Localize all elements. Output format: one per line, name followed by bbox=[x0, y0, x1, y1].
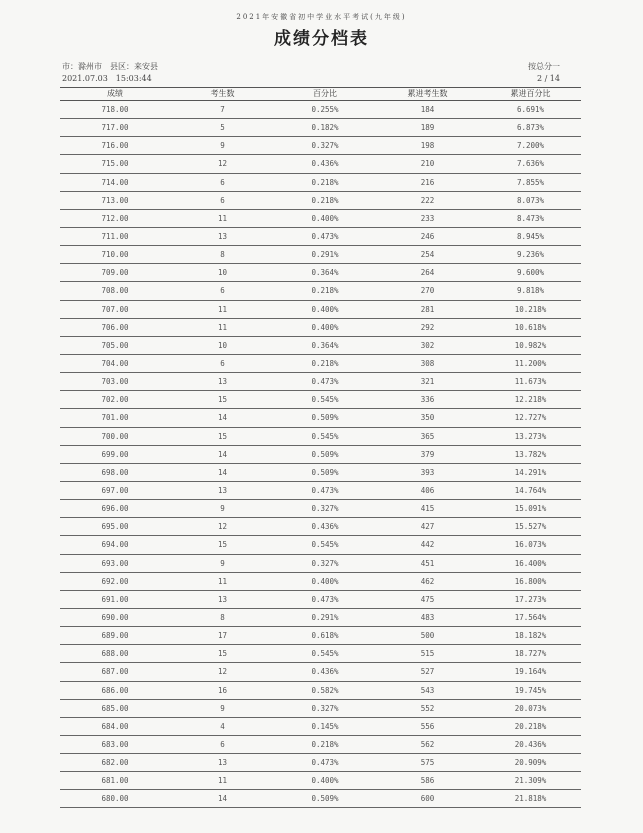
cell-count: 5 bbox=[220, 123, 225, 133]
cell-cumulative-percent: 12.727% bbox=[514, 413, 547, 423]
cell-cumulative-count: 222 bbox=[420, 195, 435, 205]
cell-percent: 0.545% bbox=[311, 540, 339, 550]
cell-cumulative-percent: 12.218% bbox=[514, 395, 547, 405]
cell-percent: 0.218% bbox=[311, 195, 339, 205]
cell-percent: 0.545% bbox=[311, 395, 339, 405]
meta-left bbox=[62, 61, 158, 85]
cell-score: 699.00 bbox=[101, 449, 129, 459]
cell-cumulative-count: 292 bbox=[420, 322, 435, 332]
cell-percent: 0.545% bbox=[311, 431, 339, 441]
cell-cumulative-percent: 16.800% bbox=[514, 576, 547, 586]
cell-count: 8 bbox=[220, 250, 225, 260]
cell-percent: 0.509% bbox=[311, 467, 339, 477]
cell-percent: 0.509% bbox=[311, 413, 339, 423]
table-row bbox=[60, 682, 581, 700]
cell-percent: 0.364% bbox=[311, 340, 339, 350]
cell-cumulative-percent: 9.236% bbox=[516, 250, 545, 260]
exam-subtitle: 2021年安徽省初中学业水平考试(九年级) bbox=[236, 13, 407, 21]
cell-score: 710.00 bbox=[101, 250, 129, 260]
cell-cumulative-percent: 6.873% bbox=[516, 123, 545, 133]
cell-percent: 0.473% bbox=[311, 594, 339, 604]
cell-percent: 0.327% bbox=[311, 558, 339, 568]
cell-percent: 0.218% bbox=[311, 286, 339, 296]
table-row bbox=[60, 736, 581, 754]
cell-percent: 0.145% bbox=[311, 721, 339, 731]
page-title: 成绩分档表 bbox=[274, 29, 369, 49]
cell-cumulative-percent: 18.182% bbox=[514, 631, 547, 641]
cell-percent: 0.618% bbox=[311, 631, 339, 641]
cell-score: 708.00 bbox=[101, 286, 129, 296]
cell-percent: 0.400% bbox=[311, 776, 339, 786]
cell-score: 706.00 bbox=[101, 322, 129, 332]
cell-count: 10 bbox=[217, 268, 228, 278]
cell-score: 702.00 bbox=[101, 395, 129, 405]
page-number: 2 / 14 bbox=[536, 74, 560, 83]
table-row bbox=[60, 373, 581, 391]
cell-cumulative-count: 254 bbox=[420, 250, 435, 260]
cell-cumulative-percent: 9.818% bbox=[516, 286, 545, 296]
cell-cumulative-count: 393 bbox=[420, 467, 435, 477]
cell-percent: 0.400% bbox=[311, 576, 339, 586]
cell-count: 10 bbox=[217, 340, 228, 350]
table-row bbox=[60, 228, 581, 246]
cell-percent: 0.182% bbox=[311, 123, 339, 133]
table-row bbox=[60, 609, 581, 627]
cell-cumulative-percent: 21.309% bbox=[514, 776, 547, 786]
cell-cumulative-count: 350 bbox=[420, 413, 435, 423]
cell-cumulative-count: 189 bbox=[420, 123, 435, 133]
cell-score: 713.00 bbox=[101, 195, 129, 205]
cell-percent: 0.545% bbox=[311, 649, 339, 659]
cell-score: 718.00 bbox=[101, 105, 129, 115]
table-row bbox=[60, 210, 581, 228]
cell-cumulative-percent: 20.073% bbox=[514, 703, 547, 713]
cell-cumulative-count: 451 bbox=[420, 558, 435, 568]
cell-count: 13 bbox=[217, 758, 228, 768]
cell-cumulative-count: 562 bbox=[420, 739, 435, 749]
cell-cumulative-count: 216 bbox=[420, 177, 435, 187]
cell-count: 14 bbox=[217, 467, 228, 477]
cell-percent: 0.509% bbox=[311, 449, 339, 459]
region-label: 市：滁州市 县区：来安县 bbox=[62, 62, 158, 71]
table-row bbox=[60, 573, 581, 591]
cell-percent: 0.473% bbox=[311, 232, 339, 242]
cell-count: 11 bbox=[217, 213, 228, 223]
cell-cumulative-percent: 13.273% bbox=[514, 431, 547, 441]
cell-count: 12 bbox=[217, 159, 228, 169]
cell-score: 716.00 bbox=[101, 141, 129, 151]
table-row bbox=[60, 137, 581, 155]
table-row bbox=[60, 591, 581, 609]
cell-count: 13 bbox=[217, 594, 228, 604]
table-row bbox=[60, 790, 581, 808]
cell-cumulative-percent: 8.945% bbox=[516, 232, 545, 242]
cell-cumulative-count: 543 bbox=[420, 685, 435, 695]
cell-cumulative-count: 308 bbox=[420, 359, 435, 369]
cell-percent: 0.400% bbox=[311, 213, 339, 223]
table-row bbox=[60, 518, 581, 536]
header-count: 考生数 bbox=[210, 89, 235, 98]
cell-percent: 0.291% bbox=[311, 250, 339, 260]
cell-count: 11 bbox=[217, 576, 228, 586]
cell-percent: 0.255% bbox=[311, 105, 339, 115]
cell-score: 692.00 bbox=[101, 576, 129, 586]
cell-cumulative-count: 336 bbox=[420, 395, 435, 405]
cell-cumulative-percent: 15.091% bbox=[514, 504, 547, 514]
cell-cumulative-percent: 11.673% bbox=[514, 377, 547, 387]
cell-cumulative-count: 600 bbox=[420, 794, 435, 804]
table-row bbox=[60, 500, 581, 518]
cell-score: 703.00 bbox=[101, 377, 129, 387]
cell-score: 695.00 bbox=[101, 522, 129, 532]
cell-cumulative-count: 184 bbox=[420, 105, 435, 115]
cell-percent: 0.218% bbox=[311, 177, 339, 187]
cell-count: 15 bbox=[217, 649, 228, 659]
table-row bbox=[60, 409, 581, 427]
cell-percent: 0.364% bbox=[311, 268, 339, 278]
table-row bbox=[60, 282, 581, 300]
cell-score: 709.00 bbox=[101, 268, 129, 278]
cell-cumulative-count: 527 bbox=[420, 667, 435, 677]
cell-percent: 0.327% bbox=[311, 703, 339, 713]
table-row bbox=[60, 355, 581, 373]
cell-score: 712.00 bbox=[101, 213, 129, 223]
cell-score: 681.00 bbox=[101, 776, 129, 786]
cell-cumulative-count: 586 bbox=[420, 776, 435, 786]
cell-count: 17 bbox=[217, 631, 228, 641]
cell-score: 715.00 bbox=[101, 159, 129, 169]
table-row bbox=[60, 337, 581, 355]
cell-count: 6 bbox=[220, 177, 225, 187]
cell-cumulative-count: 321 bbox=[420, 377, 435, 387]
header-cumulative-count: 累进考生数 bbox=[407, 89, 448, 98]
timestamp: 2021.07.03 15:03:44 bbox=[62, 74, 152, 83]
cell-cumulative-percent: 10.982% bbox=[514, 340, 547, 350]
table-row bbox=[60, 119, 581, 137]
table-row bbox=[60, 319, 581, 337]
cell-cumulative-count: 210 bbox=[420, 159, 435, 169]
header-score: 成绩 bbox=[107, 89, 123, 98]
cell-cumulative-percent: 11.200% bbox=[514, 359, 547, 369]
cell-count: 13 bbox=[217, 377, 228, 387]
cell-score: 696.00 bbox=[101, 504, 129, 514]
cell-count: 11 bbox=[217, 304, 228, 314]
cell-cumulative-count: 246 bbox=[420, 232, 435, 242]
table-row bbox=[60, 264, 581, 282]
cell-score: 690.00 bbox=[101, 613, 129, 622]
cell-count: 13 bbox=[217, 486, 228, 496]
cell-count: 14 bbox=[217, 449, 228, 459]
cell-score: 694.00 bbox=[101, 540, 129, 550]
cell-score: 687.00 bbox=[101, 667, 129, 677]
cell-score: 682.00 bbox=[101, 758, 129, 768]
cell-cumulative-count: 556 bbox=[420, 721, 435, 731]
table-row bbox=[60, 301, 581, 319]
cell-count: 14 bbox=[217, 413, 228, 423]
cell-percent: 0.436% bbox=[311, 159, 339, 169]
cell-cumulative-percent: 20.218% bbox=[514, 721, 547, 731]
cell-percent: 0.509% bbox=[311, 794, 339, 804]
cell-cumulative-count: 427 bbox=[420, 522, 435, 532]
table-row bbox=[60, 174, 581, 192]
table-header bbox=[60, 88, 581, 100]
header-percent: 百分比 bbox=[313, 89, 337, 98]
cell-percent: 0.400% bbox=[311, 322, 339, 332]
cell-cumulative-percent: 8.473% bbox=[516, 213, 545, 223]
table-row bbox=[60, 754, 581, 772]
cell-percent: 0.436% bbox=[311, 522, 339, 532]
cell-score: 701.00 bbox=[101, 413, 129, 423]
cell-cumulative-percent: 10.618% bbox=[514, 322, 547, 332]
cell-cumulative-count: 462 bbox=[420, 576, 435, 586]
cell-score: 697.00 bbox=[101, 486, 129, 496]
cell-count: 7 bbox=[220, 105, 225, 115]
cell-score: 704.00 bbox=[101, 359, 129, 369]
cell-count: 6 bbox=[220, 286, 225, 296]
cell-cumulative-percent: 8.073% bbox=[516, 195, 545, 205]
cell-percent: 0.218% bbox=[311, 359, 339, 369]
cell-cumulative-percent: 6.691% bbox=[516, 105, 545, 115]
cell-count: 11 bbox=[217, 776, 228, 786]
cell-percent: 0.582% bbox=[311, 685, 339, 695]
cell-count: 15 bbox=[217, 540, 228, 550]
cell-cumulative-count: 475 bbox=[420, 594, 435, 604]
cell-cumulative-percent: 17.273% bbox=[514, 594, 547, 604]
cell-cumulative-percent: 7.200% bbox=[516, 141, 545, 151]
cell-count: 6 bbox=[220, 359, 225, 369]
cell-cumulative-percent: 13.782% bbox=[514, 449, 547, 459]
cell-cumulative-percent: 16.073% bbox=[514, 540, 547, 550]
table-row bbox=[60, 428, 581, 446]
cell-score: 698.00 bbox=[101, 467, 129, 477]
cell-count: 6 bbox=[220, 739, 225, 749]
cell-count: 13 bbox=[217, 232, 228, 242]
cell-percent: 0.291% bbox=[311, 613, 339, 622]
cell-cumulative-percent: 19.164% bbox=[514, 667, 547, 677]
cell-count: 9 bbox=[220, 703, 225, 713]
cell-percent: 0.400% bbox=[311, 304, 339, 314]
cell-cumulative-count: 406 bbox=[420, 486, 435, 496]
cell-score: 691.00 bbox=[101, 594, 129, 604]
table-row bbox=[60, 482, 581, 500]
table-row bbox=[60, 772, 581, 790]
cell-percent: 0.436% bbox=[311, 667, 339, 677]
cell-score: 707.00 bbox=[101, 304, 129, 314]
table-row bbox=[60, 464, 581, 482]
cell-percent: 0.327% bbox=[311, 504, 339, 514]
cell-score: 700.00 bbox=[101, 431, 129, 441]
cell-cumulative-count: 379 bbox=[420, 449, 435, 459]
cell-count: 11 bbox=[217, 322, 228, 332]
cell-cumulative-percent: 21.818% bbox=[514, 794, 547, 804]
cell-cumulative-count: 264 bbox=[420, 268, 435, 278]
cell-score: 688.00 bbox=[101, 649, 129, 659]
cell-count: 9 bbox=[220, 141, 225, 151]
cell-score: 680.00 bbox=[101, 794, 129, 804]
table-row bbox=[60, 645, 581, 663]
cell-percent: 0.327% bbox=[311, 141, 339, 151]
cell-cumulative-count: 365 bbox=[420, 431, 435, 441]
cell-score: 714.00 bbox=[101, 177, 129, 187]
cell-count: 15 bbox=[217, 431, 228, 441]
cell-cumulative-percent: 14.291% bbox=[514, 467, 547, 477]
cell-cumulative-percent: 19.745% bbox=[514, 685, 547, 695]
cell-score: 717.00 bbox=[101, 123, 129, 133]
table-row bbox=[60, 155, 581, 173]
table-row bbox=[60, 391, 581, 409]
cell-cumulative-percent: 16.400% bbox=[514, 558, 547, 568]
cell-score: 711.00 bbox=[101, 232, 129, 242]
cell-cumulative-count: 552 bbox=[420, 703, 435, 713]
cell-cumulative-percent: 15.527% bbox=[514, 522, 547, 532]
cell-count: 9 bbox=[220, 504, 225, 514]
meta-right bbox=[528, 61, 560, 85]
cell-cumulative-count: 575 bbox=[420, 758, 435, 768]
cell-cumulative-percent: 20.436% bbox=[514, 739, 547, 749]
table-row bbox=[60, 446, 581, 464]
cell-cumulative-percent: 18.727% bbox=[514, 649, 547, 659]
cell-score: 689.00 bbox=[101, 631, 129, 641]
cell-score: 705.00 bbox=[101, 340, 129, 350]
cell-cumulative-percent: 10.218% bbox=[514, 304, 547, 314]
cell-count: 16 bbox=[217, 685, 228, 695]
cell-cumulative-count: 198 bbox=[420, 141, 435, 151]
cell-cumulative-percent: 7.636% bbox=[516, 159, 545, 169]
table-row bbox=[60, 101, 581, 119]
cell-cumulative-count: 442 bbox=[420, 540, 435, 550]
cell-cumulative-count: 281 bbox=[420, 304, 435, 314]
cell-score: 685.00 bbox=[101, 703, 129, 713]
cell-cumulative-count: 270 bbox=[420, 286, 435, 296]
cell-cumulative-percent: 14.764% bbox=[514, 486, 547, 496]
cell-count: 9 bbox=[220, 558, 225, 568]
header-cumulative-percent: 累进百分比 bbox=[510, 89, 551, 98]
cell-score: 683.00 bbox=[101, 739, 129, 749]
cell-percent: 0.473% bbox=[311, 486, 339, 496]
cell-score: 693.00 bbox=[101, 558, 129, 568]
cell-score: 684.00 bbox=[101, 721, 129, 731]
sort-label: 按总分一 bbox=[528, 62, 560, 71]
cell-cumulative-percent: 17.564% bbox=[514, 613, 547, 622]
table-row bbox=[60, 700, 581, 718]
cell-cumulative-percent: 9.600% bbox=[516, 268, 545, 278]
table-row bbox=[60, 246, 581, 264]
cell-count: 15 bbox=[217, 395, 228, 405]
cell-cumulative-count: 302 bbox=[420, 340, 435, 350]
cell-cumulative-count: 483 bbox=[420, 613, 435, 622]
cell-score: 686.00 bbox=[101, 685, 129, 695]
cell-cumulative-count: 233 bbox=[420, 213, 435, 223]
table-row bbox=[60, 663, 581, 681]
table-row bbox=[60, 192, 581, 210]
cell-count: 8 bbox=[220, 613, 225, 622]
cell-percent: 0.473% bbox=[311, 377, 339, 387]
cell-count: 4 bbox=[220, 721, 225, 731]
table-row bbox=[60, 718, 581, 736]
cell-cumulative-count: 515 bbox=[420, 649, 435, 659]
table-row bbox=[60, 555, 581, 573]
table-row bbox=[60, 536, 581, 554]
cell-count: 14 bbox=[217, 794, 228, 804]
cell-percent: 0.218% bbox=[311, 739, 339, 749]
cell-cumulative-percent: 7.855% bbox=[516, 177, 545, 187]
cell-count: 6 bbox=[220, 195, 225, 205]
cell-cumulative-percent: 20.909% bbox=[514, 758, 547, 768]
cell-count: 12 bbox=[217, 667, 228, 677]
table-row bbox=[60, 627, 581, 645]
cell-cumulative-count: 415 bbox=[420, 504, 435, 514]
cell-count: 12 bbox=[217, 522, 228, 532]
cell-cumulative-count: 500 bbox=[420, 631, 435, 641]
cell-percent: 0.473% bbox=[311, 758, 339, 768]
score-table-body bbox=[60, 101, 581, 808]
